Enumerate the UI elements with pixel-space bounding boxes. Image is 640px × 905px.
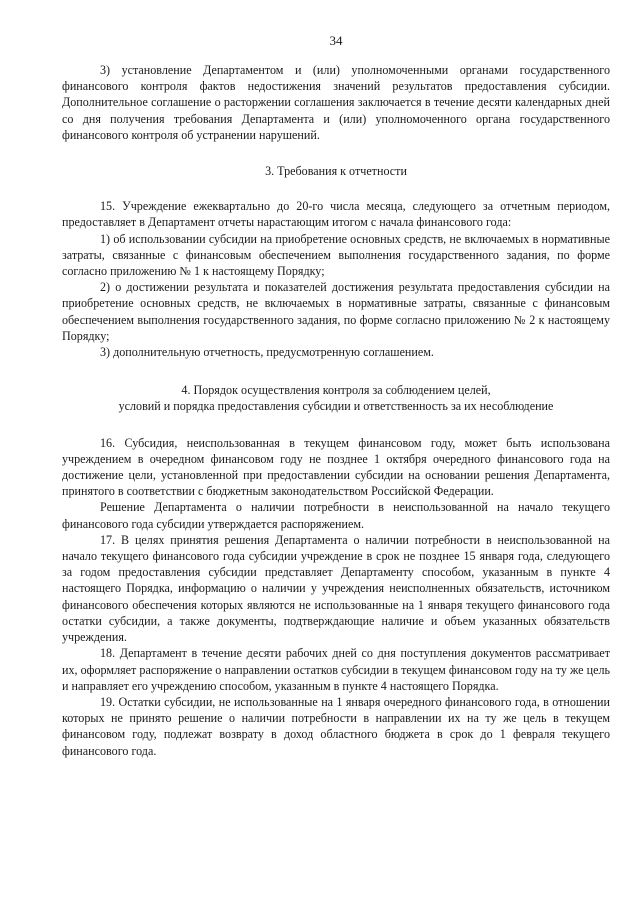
paragraph-16-decision: Решение Департамента о наличии потребности в неиспользованной на начало текущего финансового года субсидии утверждается распоряжением. — [62, 500, 610, 531]
section-3-heading: 3. Требования к отчетности — [265, 164, 407, 179]
section-4-heading-line-1: 4. Порядок осуществления контроля за соблюдением целей, — [181, 383, 491, 398]
paragraph-15: 15. Учреждение ежеквартально до 20-го числа месяца, следующего за отчетным периодом, предоставляет в Департамент отчеты нарастающим итогом с начала финансового года: — [62, 199, 610, 230]
paragraph-15-item-2: 2) о достижении результата и показателей достижения результата предоставления субсидии на приобретение основных средств, не включаемых в нормативные затраты, связанные с финансовым обеспечением выполнения государственного задания, по форме согласно приложению № 2 к настоящему Порядку; — [62, 280, 610, 343]
paragraph-19: 19. Остатки субсидии, не использованные на 1 января очередного финансового года, в отношении которых не принято решение о наличии потребности в направлении их на ту же цель в текущем финансовом году, подлежат возврату в доход областного бюджета в срок до 1 февраля текущего финансового года. — [62, 694, 610, 758]
paragraph-15-item-3: 3) дополнительную отчетность, предусмотренную соглашением. — [100, 345, 434, 360]
section-4-heading-line-2: условий и порядка предоставления субсидии и ответственность за их несоблюдение — [118, 399, 554, 414]
paragraph-17: 17. В целях принятия решения Департамента о наличии потребности в неиспользованной на начало текущего финансового года субсидии учреждение в срок не позднее 15 января года, следующего за годом предоставления субсидии представляет Департаменту способом, указанным в пункте 4 настоящего Порядка, информацию о наличии у учреждения неисполненных обязательств, источником финансового обеспечения которых являются не использованные на 1 января текущего финансового года остатки субсидии, а также документы, подтверждающие наличие и объем указанных обязательств учреждения. — [62, 532, 610, 645]
paragraph-18: 18. Департамент в течение десяти рабочих дней со дня поступления документов рассматривает их, оформляет распоряжение о направлении остатков субсидии в текущем финансовом году на ту же цель и направляет его учреждению способом, указанным в пункте 4 настоящего Порядка. — [62, 646, 610, 693]
page-number: 34 — [329, 33, 343, 48]
paragraph-item-3-termination: 3) установление Департаментом и (или) уполномоченными органами государственного финансового контроля фактов недостижения значений результатов предоставления субсидии. Дополнительное соглашение о расторжении соглашения заключается в течение десяти календарных дней со дня получения требования Департамента и (или) уполномоченного органа государственного финансового контроля об устранении нарушений. — [62, 63, 610, 142]
document-body — [62, 62, 610, 759]
paragraph-15-item-1: 1) об использовании субсидии на приобретение основных средств, не включаемых в нормативные затраты, связанные с финансовым обеспечением выполнения государственного задания, по форме согласно приложению № 1 к настоящему Порядку; — [62, 231, 610, 279]
paragraph-16: 16. Субсидия, неиспользованная в текущем финансовом году, может быть использована учреждением в очередном финансовом году не позднее 1 октября очередного финансового года на достижение цели, установленной при предоставлении субсидии на основании решения Департамента, принятого в соответствии с бюджетным законодательством Российской Федерации. — [62, 435, 610, 499]
